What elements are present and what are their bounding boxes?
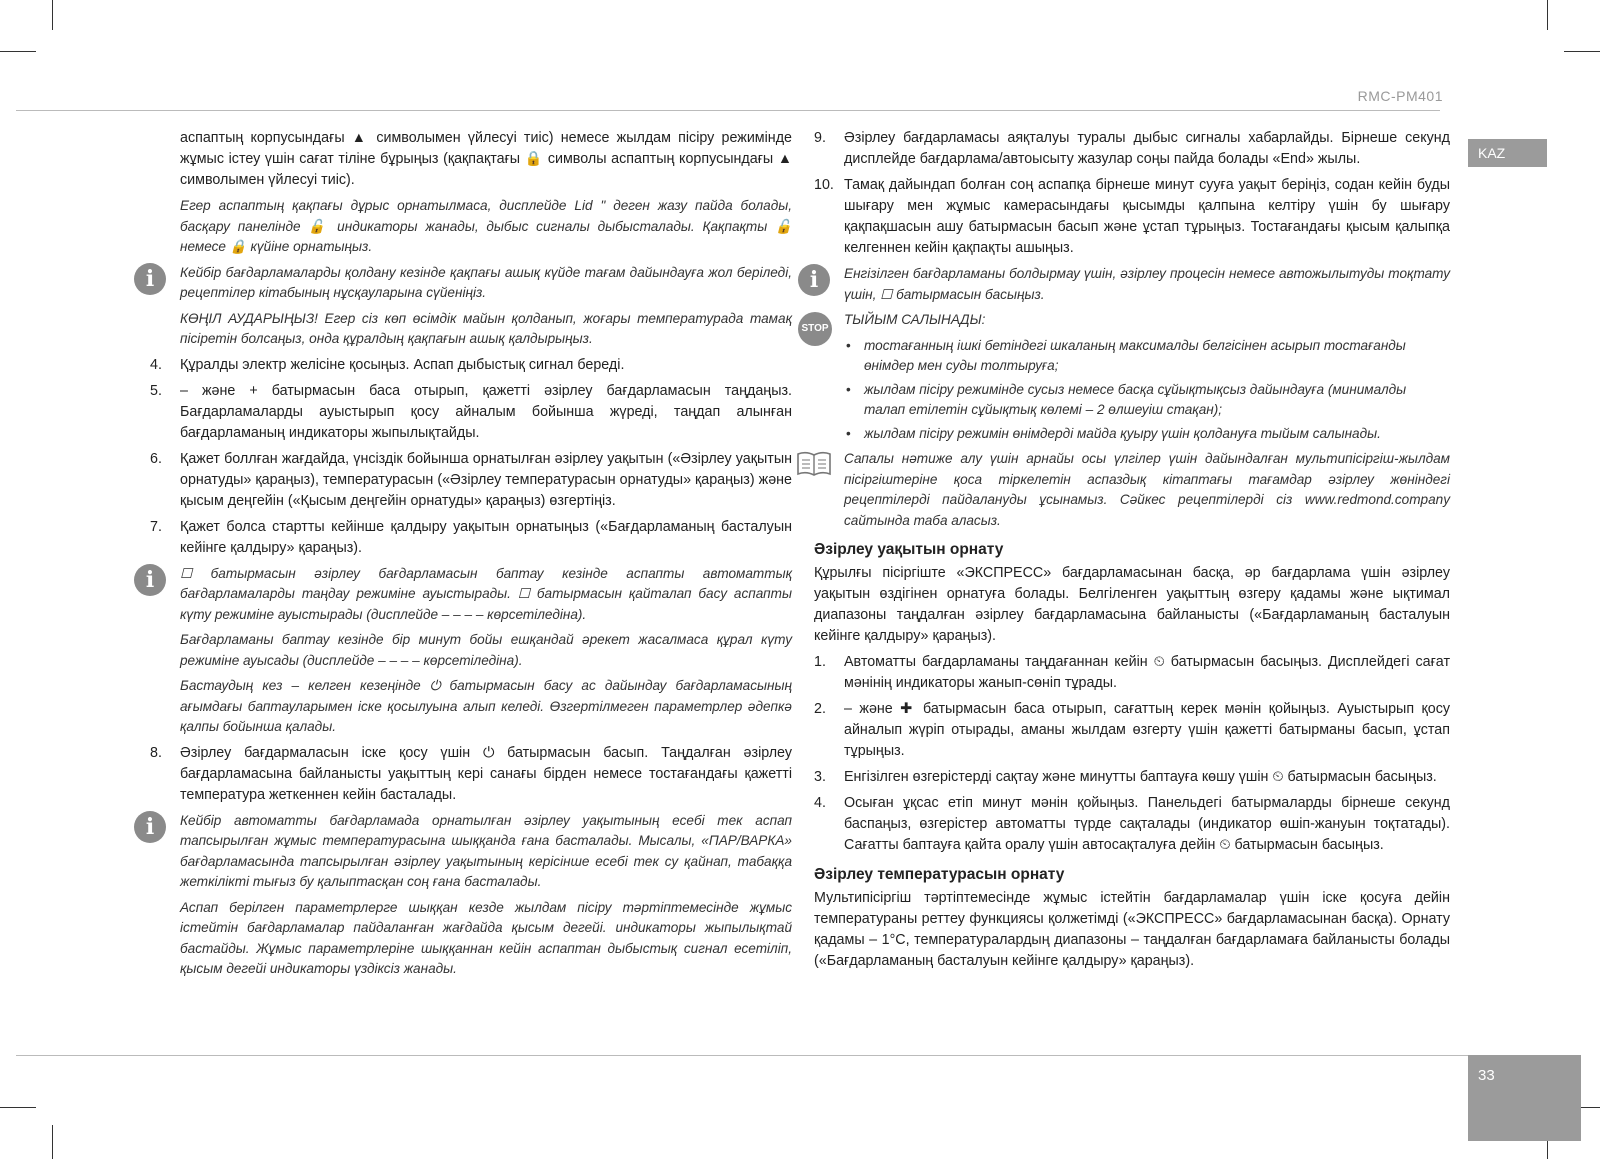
note-text: Бастаудың кез – келген кезеңінде ⏻ батырмасын басу ас дайындау бағдарламасының ағымдағы баптауларымен іске қосылуына алып келеді. Өзгертілмеген параметрлер әдепкә қалпы бойынша қалады. (180, 678, 792, 734)
list-item (150, 355, 792, 376)
list-item (150, 517, 792, 559)
item-text: – және + батырмасын баса отырып, қажетті әзірлеу бағдарламасын таңдаңыз. Бағдарламаларды ауыстырып қосу айналым бойынша жүреді, таңдап алынған бағдарламаның индикаторы жыпылықтайды. (180, 382, 792, 441)
item-number: 8. (150, 744, 162, 761)
item-text: Құралды электр желісіне қосыңыз. Аспап дыбыстық сигнал береді. (180, 356, 625, 373)
list-item (814, 793, 1450, 856)
crop-mark (1547, 0, 1548, 30)
right-column (801, 128, 1450, 977)
crop-mark (1564, 51, 1600, 52)
crop-mark (52, 1125, 53, 1159)
info-note (145, 564, 792, 738)
section-heading-temperature: Әзірлеу температурасын орнату (814, 866, 1065, 883)
item-number: 6. (150, 450, 162, 467)
info-icon: i (798, 264, 830, 296)
item-text: Қажет болса стартты кейінше қалдыру уақытын орнатыңыз («Бағдарламаның басталуын кейінге қалдыру» қараңыз). (180, 518, 792, 556)
item-text: Әзірлеу бағдарламасы аяқталуы туралы дыбыс сигналы хабарлайды. Бірнеше секунд дисплейде бағдарлама/автоысыту жазулар соңы пайда болады «End» жылы. (844, 130, 1450, 167)
note-text: КӨҢІЛ АУДАРЫҢЫЗ! Егер сіз көп өсімдік майын қолданып, жоғары температурада тамақ пісіретін болсаңыз, онда құралдың қақпағын ашық қалдырыңыз. (180, 310, 792, 346)
item-text: Қажет боллған жағдайда, үнсіздік бойынша орнатылған әзірлеу уақытын («Әзірлеу уақытын орнатуды» қараңыз), температурасын («Әзірлеу температурасын орнатуды» қараңыз) және қысым деңгейін («Қысым деңгейін орнатуды» қараңыз) өзгертіңіз. (180, 450, 792, 509)
language-tab: KAZ (1468, 139, 1547, 167)
item-number: 4. (150, 356, 162, 373)
list-item: • жылдам пісіру режимін өнімдерді майда қуыру үшін қолдануға тыйым салынады. (844, 424, 1450, 445)
note-text: Кейбір бағдарламаларды қолдану кезінде қақпағы ашық күйде тағам дайындауға жол беріледі, рецептілер кітабының нұсқауларына сүйеніңіз. (180, 264, 792, 300)
info-note (809, 264, 1450, 305)
item-number: 7. (150, 518, 162, 535)
list-item (150, 449, 792, 512)
stop-note (801, 310, 1450, 444)
list-item (814, 767, 1450, 788)
item-number: 10. (814, 177, 834, 193)
info-icon: i (134, 564, 166, 596)
list-item (150, 743, 792, 806)
note-text: Сапалы нәтиже алу үшін арнайы осы үлгілер үшін дайындалған мультипісіргіш-жылдам пісіргіштеріне қоса тіркелетін аспаздық кітаптағы тағамдар әзірлеу жөніндегі рецептілерді пайдалануды ұсынамыз. Сәйкес рецептілерді сіз www.redmond.company сайтында таба аласыз. (844, 451, 1450, 528)
item-number: 2. (814, 701, 826, 717)
left-column (145, 128, 792, 985)
book-icon (796, 451, 832, 477)
info-note (145, 811, 792, 980)
item-text: – және ✚ батырмасын баса отырып, сағаттың керек мәнін қойыңыз. Ауыстырып қосу айналып жүріп отырады, аманы жылдам өзгерту үшін қажетті батырманы басып, ұстап тұрыңыз. (844, 701, 1450, 759)
info-note (145, 263, 792, 350)
info-icon: i (134, 811, 166, 843)
item-text: Автоматты бағдарламаны таңдағаннан кейін ⏲ батырмасын басыңыз. Дисплейдегі сағат мәнінің индикаторы жанып-сөніп тұрады. (844, 654, 1450, 691)
footer-rule (16, 1055, 1468, 1056)
list-item: • тостағанның ішкі бетіндегі шкаланың максималды белгісінен асырып тостағанды өнімдер мен суды толтыруға; (844, 336, 1450, 377)
stop-list (844, 336, 1450, 445)
model-number: RMC-PM401 (1357, 88, 1443, 104)
info-icon: i (134, 263, 166, 295)
header-rule (16, 110, 1440, 111)
paragraph: аспаптың корпусындағы ▲ символымен үйлесуі тиіс) немесе жылдам пісіру режимінде жұмыс істеу үшін сағат тіліне бұрыңыз (қақпақтағы 🔒 символы аспаптың корпусындағы ▲ символымен үйлесуі тиіс). (180, 130, 792, 188)
note-text: Аспап берілген параметрлерге шыққан кезде жылдам пісіру тәртіптемесінде жұмыс істейтін бағдарламалар пайдаланған жағдайда қысым дегейі. индикаторы жыпылықтай бастайды. Жұмыс параметрлеріне шыққаннан кейін аспаптан дыбыстық сигнал есетіліп, қысым дегейі индикаторы үздіксіз жанады. (180, 899, 792, 976)
crop-mark (0, 51, 36, 52)
list-item (814, 652, 1450, 694)
item-number: 5. (150, 382, 162, 399)
item-number: 9. (814, 130, 826, 146)
note-text: ☐ батырмасын әзірлеу бағдарламасын баптау кезінде аспапты автоматтық бағдарламаларды таңдау режиміне ауыстырады. ☐ батырмасын қайталап басу аспапты күту режиміне ауыстырады (дисплейде – – – – көрсетіледіна). (180, 565, 792, 622)
list-item: • жылдам пісіру режимінде сусыз немесе басқа сұйықтықсыз дайындауға (минималды талап етілетін сұйықтық көлемі – 2 өлшеуіш стақан); (844, 380, 1450, 421)
item-number: 4. (814, 795, 826, 811)
page-number: 33 (1478, 1067, 1495, 1084)
list-item (150, 381, 792, 444)
list-item (814, 175, 1450, 259)
note-text: Бағдарламаны баптау кезінде бір минут бойы ешқандай әрекет жасалмаса құрал күту режиміне ауысады (дисплейде – – – – көрсетіледіна). (180, 632, 792, 668)
note-text: Енгізілген бағдарламаны болдырмау үшін, әзірлеу процесін немесе автожылытуды тоқтату үшін, ☐ батырмасын басыңыз. (844, 266, 1450, 302)
item-text: Енгізілген өзгерістерді сақтау және минутты баптауға көшу үшін ⏲ батырмасын басыңыз. (844, 769, 1437, 785)
list-item (814, 128, 1450, 170)
paragraph-italic: Егер аспаптың қақпағы дұрыс орнатылмаса, дисплейде Lid " деген жазу пайда болады, басқару панелінде 🔓 индикаторы жанады, дыбыс сигналы дыбысталады. Қақпақты 🔓 немесе 🔒 күйіне орнатыңыз. (180, 198, 792, 254)
item-text: Әзірлеу бағдармаласын іске қосу үшін ⏻ батырмасын басып. Таңдалған әзірлеу бағдарламасына байланысты уақыттың кері санағы бірден немесе тостағандағы қажетті температура жеткеннен кейін басталады. (180, 744, 792, 803)
page-number-box (1468, 1055, 1581, 1141)
stop-icon: STOP (798, 312, 832, 346)
item-text: Тамақ дайындап болған соң аспапқа бірнеше минут сууға уақыт беріңіз, содан кейін буды шығару мен жұмыс камерасындағы қысымды қалпына келтіру үшін бу шығару қақпақшасын ашу батырмасын басып және ұстап тұрыңыз. Тостағандағы қысым қалыпқа келгеннен кейін қақпақты ашыңыз. (844, 177, 1450, 256)
list-item (814, 699, 1450, 762)
note-text: Кейбір автоматты бағдарламада орнатылған әзірлеу уақытының есебі тек аспап тапсырылған жұмыс температурасына шыққанда ғана басталады. Мысалы, «ПАР/ВАРКА» бағдарламасында тапсырылған әзірлеу уақытының керісінше есебі тек су қайнап, табаққа жеткілікті тығыз бу қалыптасқан соң ғана басталады. (180, 812, 792, 889)
item-text: Осыған ұқсас етіп минут мәнін қойыңыз. Панельдегі батырмаларды бірнеше секунд баспаңыз, өзгерістер автоматты түрде сақталады (индикатор өшіп-жануын тоқтатады). Сағатты баптауға қайта оралу үшін автосақталуға дейін ⏲ батырмасын басыңыз. (844, 795, 1450, 853)
paragraph: Мультипісіргіш тәртіптемесінде жұмыс істейтін бағдарламалар үшін іске қосуға дейін температураны реттеу функциясы қолжетімді («ЭКСПРЕСС» бағдарламасынан басқа). Орнату қадамы – 1°С, температуралардың диапазоны – таңдалған бағдарламаға байланысты болады («Бағдарламаның басталуын кейінге қалдыру» қараңыз). (814, 890, 1450, 969)
recipe-book-note (844, 449, 1450, 531)
section-heading-time: Әзірлеу уақытын орнату (814, 541, 1004, 558)
item-number: 3. (814, 769, 826, 785)
stop-title: ТЫЙЫМ САЛЫНАДЫ: (844, 312, 986, 327)
paragraph: Құрылғы пісіргіште «ЭКСПРЕСС» бағдарламасынан басқа, әр бағдарлама үшін әзірлеу уақытын өздігінен орнатуға болады. Белгіленген уақыттың өзгеру қадамы және ықтимал диапазоны таңдалған әзірлеу бағдарламасына байланысты («Бағдарламаның басталуын кейінге қалдыру» қараңыз). (814, 565, 1450, 644)
crop-mark (52, 0, 53, 30)
item-number: 1. (814, 654, 826, 670)
crop-mark (0, 1107, 36, 1108)
